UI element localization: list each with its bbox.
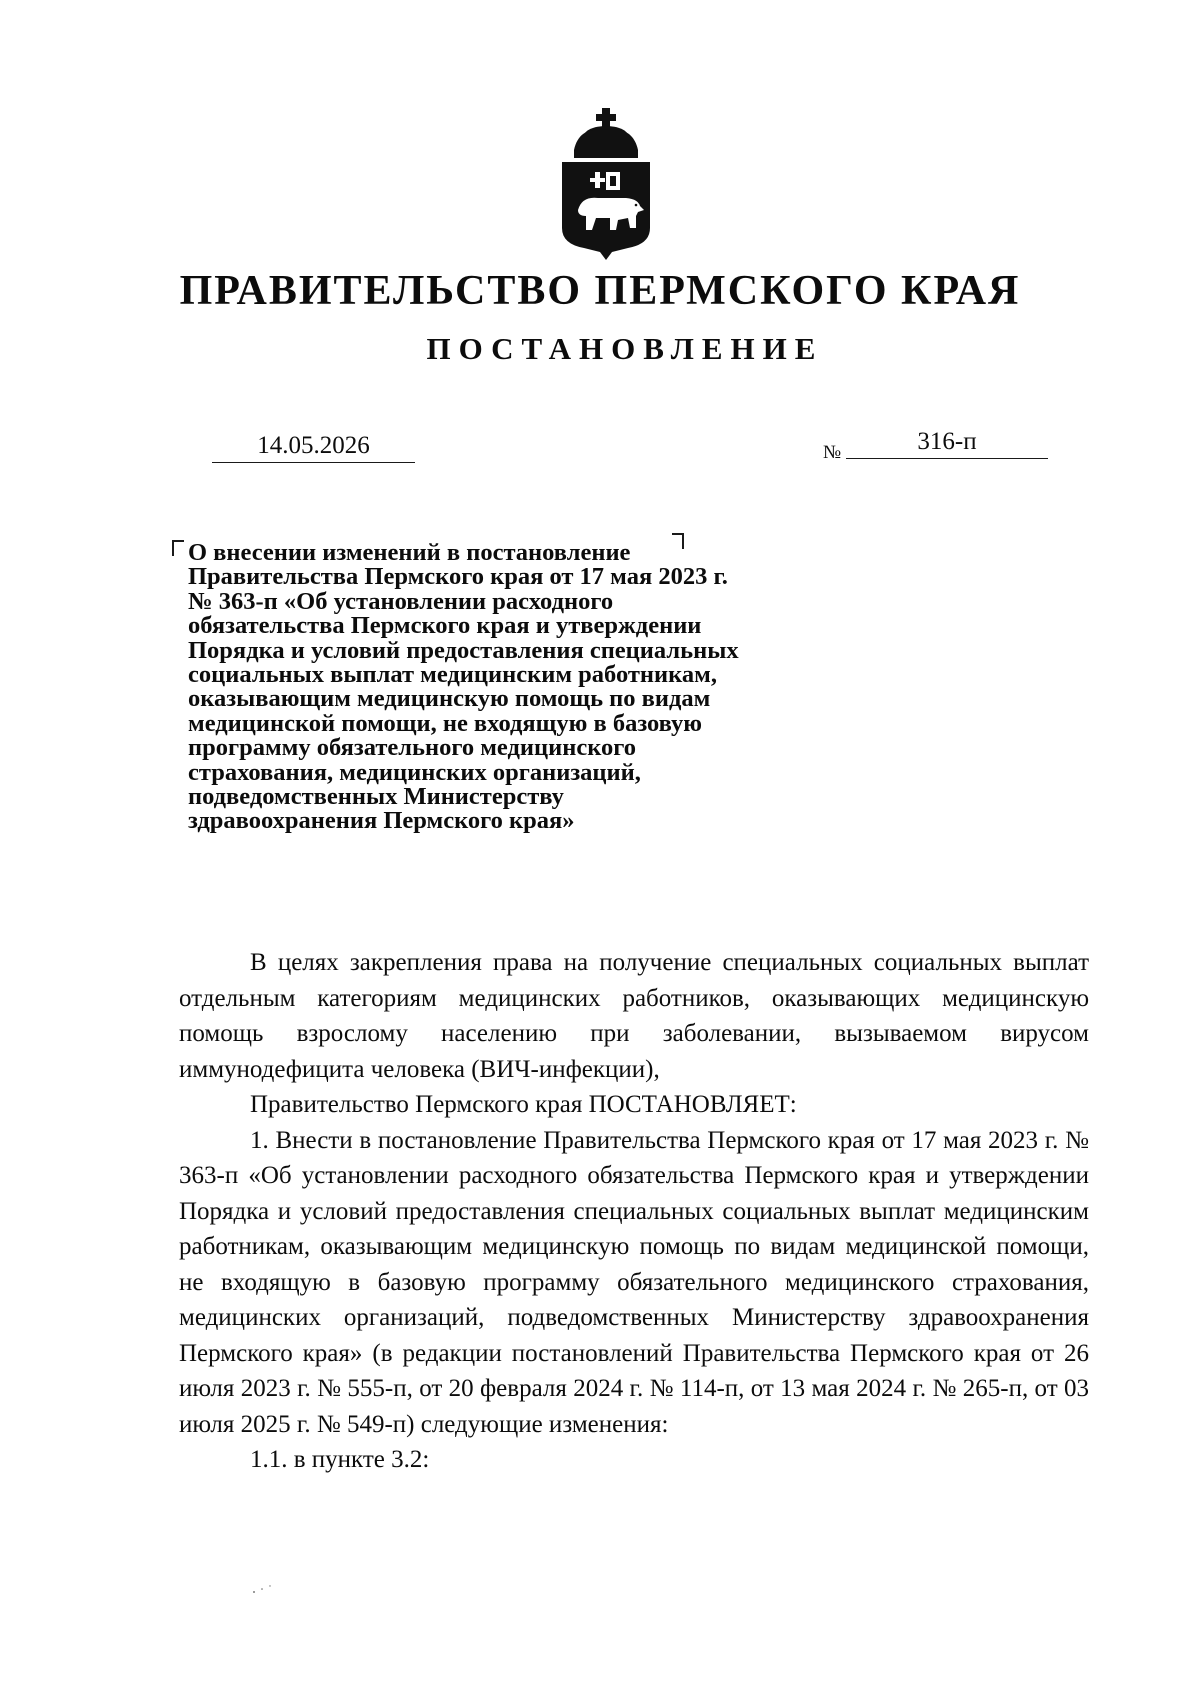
subject-left-bracket [172,540,184,556]
subject-line: оказывающим медицинскую помощь по видам [188,685,711,713]
perm-krai-coat-of-arms-icon [556,106,656,262]
document-body [179,945,1089,1478]
subject-line: Порядка и условий предоставления специальных [188,636,739,664]
subject-line: О внесении изменений в постановление [188,539,631,566]
resolution-statement: Правительство Пермского края ПОСТАНОВЛЯЕТ: [250,1091,797,1118]
subject-line: Правительства Пермского края от 17 мая 2023 г. [188,563,728,591]
subject-line: социальных выплат медицинским работникам, [188,661,717,689]
subject-line: программу обязательного медицинского [188,734,636,762]
subject-line: подведомственных Министерству [188,783,564,811]
preamble-paragraph: В целях закрепления права на получение специальных социальных выплат отдельным категориям медицинских работников, оказывающих медицинскую помощь взрослому населению при заболевании, вызываемом вирусом иммунодефицита человека (ВИЧ-инфекции), [179,949,1089,1083]
document-number: 316-п [917,428,977,455]
date-field [212,430,415,463]
document-type-heading: ПОСТАНОВЛЕНИЕ [426,331,824,366]
document-subject [188,541,868,834]
document-date: 14.05.2026 [257,432,370,459]
clause-1-1-paragraph: 1.1. в пункте 3.2: [250,1446,430,1473]
subject-line: обязательства Пермского края и утверждении [188,612,702,640]
subject-line: № 363-п «Об установлении расходного [188,587,614,615]
subject-line: здравоохранения Пермского края» [188,807,575,835]
scan-specks [250,1580,280,1600]
number-field [846,426,1048,459]
organization-title: ПРАВИТЕЛЬСТВО ПЕРМСКОГО КРАЯ [179,268,1021,314]
subject-line: медицинской помощи, не входящую в базовую [188,709,703,737]
number-sign: № [823,442,842,463]
clause-1-paragraph: 1. Внести в постановление Правительства Пермского края от 17 мая 2023 г. № 363-п «Об установлении расходного обязательства Пермского края и утверждении Порядка и условий предоставления специальных социальных выплат медицинским работникам, оказывающим медицинскую помощь по видам медицинской помощи, не входящую в базовую программу обязательного медицинского страхования, медицинских организаций, подведомственных Министерству здравоохранения Пермского края» (в редакции постановлений Правительства Пермского края от 26 июля 2023 г. № 555-п, от 20 февраля 2024 г. № 114-п, от 13 мая 2024 г. № 265-п, от 03 июля 2025 г. № 549-п) следующие изменения: [179,1126,1089,1438]
subject-line: страхования, медицинских организаций, [188,758,641,786]
